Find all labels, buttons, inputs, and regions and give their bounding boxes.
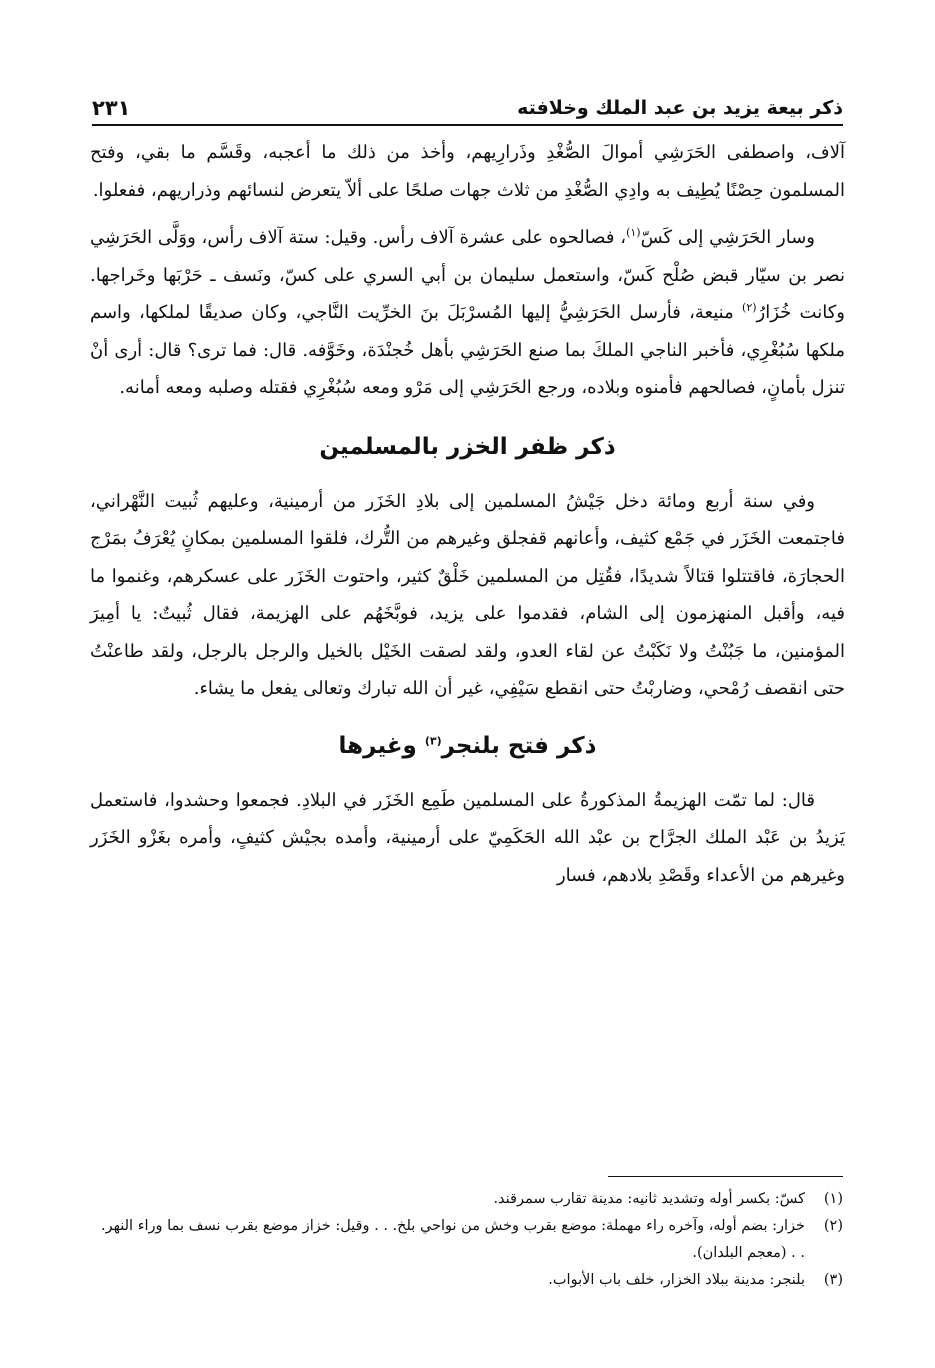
section-heading-2-part-b: وغيرها <box>338 732 425 759</box>
section-heading-2 <box>90 728 845 764</box>
header-rule <box>92 124 843 126</box>
section-heading-1-wrap <box>90 407 845 483</box>
footnote-number: (٢) <box>823 1218 843 1234</box>
section-heading-2-part-a: ذكر فتح بلنجر <box>441 732 597 759</box>
footnote-number: (١) <box>823 1191 843 1207</box>
paragraph-4: قال: لما تمّت الهزيمةُ المذكورةُ على المسلمين طَمِع الخَزَر في البلادِ. فجمعوا وحشدوا، فاستعمل يَزيدُ بن عَبْد الملك الجرَّاح بن عبْد الله الحَكَمِيّ على أرمينية، وأمده بجيْش كثيفٍ، وأمره بغَزْو الخَزَر وغيرهم من الأعداء وقَصْدِ بلادهم، فسار <box>90 789 845 886</box>
footnote-ref-2[interactable]: (٢) <box>742 301 757 314</box>
paragraph-gap <box>90 209 845 219</box>
footnote-separator <box>608 1176 843 1177</box>
footnote-ref-3[interactable]: (٣) <box>424 733 442 747</box>
footnote-2 <box>92 1213 843 1267</box>
paragraph-2-part-a: وسار الحَرَشِي إلى كَسّ <box>640 227 815 248</box>
paragraph-2-part-c: منيعة، فأرسل الحَرَشِيُّ إليها المُسرْبَلَ بنَ الخرِّيت النَّاجي، وكان صديقًا لملكها، واسم ملكها سُبُغْرِي، فأخبر الناجي الملكَ بما صنع الحَرَشِي بأهل خُجنْدَة، وخَوَّفه. قال: فما ترى؟ قال: أرى أنْ تنزل بأمانٍ، فصالحهم فأمنوه وبلاده، ورجع الحَرَشِي إلى مَرْو ومعه سُبُغْرِي فقتله وصلبه ومعه أمانه. <box>90 302 845 398</box>
main-text <box>90 134 845 894</box>
footnote-text: خزار: بضم أوله، وآخره راء مهملة: موضع بقرب وخش من نواحي بلخ. . . وقيل: خزاز موضع بقرب نسف بما وراء النهر. . . (معجم البلدان). <box>100 1218 805 1261</box>
footnote-ref-1[interactable]: (١) <box>626 226 641 239</box>
paragraph-2-part-b: ، فصالحوه على عشرة آلاف رأس. وقيل: ستة آلاف رأس، ووَلَّى الحَرَشِي نصر بن سيّار قبض صُلْح كَسّ، واستعمل سليمان بن أبي السري على كسّ، ونَسف ـ حَرْبَها وخَراجها. وكانت خُزَارُ <box>90 227 845 323</box>
footnote-text: كسّ: بكسر أوله وتشديد ثانيه: مدينة تقارب سمرقند. <box>493 1191 805 1207</box>
footnote-number: (٣) <box>823 1272 843 1288</box>
section-heading-2-wrap <box>90 708 845 782</box>
paragraph-3: وفي سنة أربع ومائة دخل جَيْشُ المسلمين إلى بلادِ الخَزَر من أرمينية، وعليهم ثُبيت النَّهْراني، فاجتمعت الخَزَر في جَمْع كثيف، وأعانهم قفجلق وغيرهم من التُّرك، فلقوا المسلمين بمكانٍ يُعْرَفُ بمَرْج الحجارَة، فاقتتلوا قتالاً شديدًا، فقُتِل من المسلمين خَلْقٌ كثير، واحتوت الخَزَر على عسكرهم، وغنموا ما فيه، وأقبل المنهزمون إلى الشام، فقدموا على يزيد، فوبَّخَهُم على الهزيمة، فقال ثُبيتٌ: يا أمِيرَ المؤمنين، ما جَبُنْتُ ولا نَكَبْتُ عن لقاء العدو، ولقد لصقت الخَيْل بالخيل والرجل بالرجل، ولقد طاعنْتُ حتى انقصف رُمْحي، وضاربْتُ حتى انقطع سَيْفِي، غير أن الله تبارك وتعالى يفعل ما يشاء. <box>90 490 845 699</box>
footnote-text: بلنجر: مدينة ببلاد الخزار، خلف باب الأبواب. <box>548 1272 805 1288</box>
page-header <box>92 80 843 120</box>
running-title: ذكر بيعة يزيد بن عبد الملك وخلافته <box>517 97 843 119</box>
section-heading-1: ذكر ظفر الخزر بالمسلمين <box>319 433 616 460</box>
footnote-1 <box>92 1186 843 1213</box>
paragraph-1: آلاف، واصطفى الحَرَشِي أموالَ الصُّغْدِ وذَرارِيهم، وأخذ من ذلك ما أعجبه، وقَسَّم ما بقي، وفتح المسلمون حِصْنًا يُطِيف به وادِي الصُّغْدِ من ثلاث جهات صلحًا على ألاّ يتعرض لنسائهم وذراريهم، ففعلوا. <box>90 142 845 201</box>
footnote-3 <box>92 1267 843 1294</box>
page-number: ٢٣١ <box>92 96 131 120</box>
footnotes <box>92 1186 843 1294</box>
paragraph-2 <box>90 219 845 407</box>
